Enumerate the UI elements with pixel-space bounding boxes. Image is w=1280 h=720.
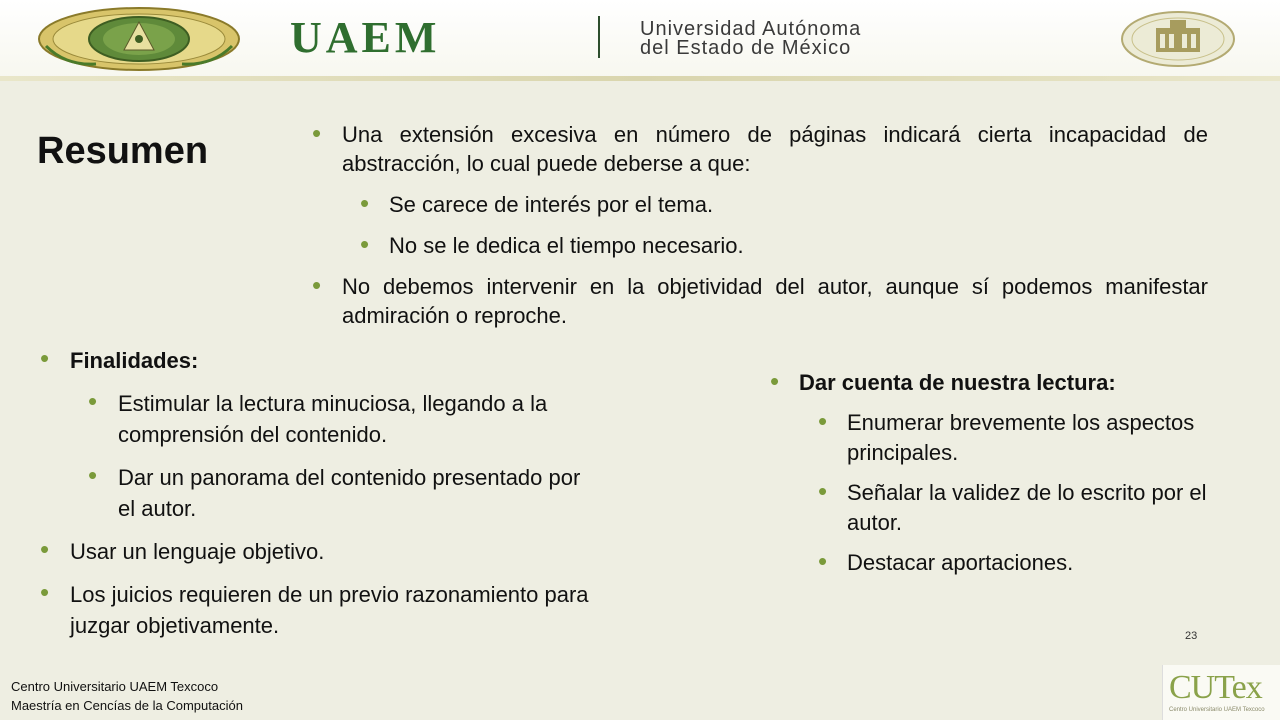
left-bullet-list bbox=[40, 345, 600, 641]
list-item bbox=[770, 368, 1230, 398]
bullet-text: No se le dedica el tiempo necesario. bbox=[389, 233, 744, 258]
bullet-icon: • bbox=[40, 343, 50, 373]
list-item bbox=[40, 579, 600, 641]
university-line-1: Universidad Autónoma bbox=[640, 18, 862, 40]
footer-line-2: Maestría en Cencías de la Computación bbox=[11, 698, 243, 713]
bullet-icon: • bbox=[40, 577, 50, 607]
right-bullet-list bbox=[770, 368, 1230, 578]
cutex-logo bbox=[1162, 665, 1280, 720]
list-item bbox=[770, 548, 1230, 578]
list-item bbox=[770, 478, 1230, 538]
footer-line-1: Centro Universitario UAEM Texcoco bbox=[11, 679, 219, 694]
list-item bbox=[40, 462, 600, 524]
header-banner bbox=[0, 0, 1280, 78]
university-line-2: del Estado de México bbox=[640, 37, 852, 59]
bullet-icon: • bbox=[818, 476, 828, 506]
bullet-icon: • bbox=[88, 386, 98, 416]
bullet-icon: • bbox=[770, 366, 780, 396]
bullet-text: Dar un panorama del contenido presentado por el autor. bbox=[118, 465, 581, 521]
header-rule bbox=[0, 76, 1280, 81]
bullet-text: Usar un lenguaje objetivo. bbox=[70, 539, 325, 564]
list-item bbox=[770, 408, 1230, 468]
bullet-text: Señalar la validez de lo escrito por el autor. bbox=[847, 480, 1207, 535]
dar-cuenta-label: Dar cuenta de nuestra lectura: bbox=[799, 370, 1116, 395]
bullet-icon: • bbox=[360, 188, 370, 218]
uaem-seal-icon bbox=[36, 6, 242, 72]
bullet-text: Enumerar brevemente los aspectos principales. bbox=[847, 410, 1195, 465]
bullet-icon: • bbox=[360, 229, 370, 259]
bullet-icon: • bbox=[40, 534, 50, 564]
cutex-logo-text: CUTex bbox=[1169, 669, 1262, 706]
university-name bbox=[640, 20, 861, 58]
list-item bbox=[312, 231, 1208, 260]
list-item bbox=[312, 272, 1208, 330]
list-item bbox=[40, 345, 600, 376]
bullet-text: Una extensión excesiva en número de páginas indicará cierta incapacidad de abstracción, lo cual puede deberse a que: bbox=[342, 122, 1208, 176]
page-number: 23 bbox=[1185, 630, 1198, 642]
bullet-icon: • bbox=[818, 546, 828, 576]
footer-text bbox=[11, 677, 243, 715]
cutex-logo-subtext: Centro Universitario UAEM Texcoco bbox=[1169, 707, 1265, 713]
bullet-text: Destacar aportaciones. bbox=[847, 550, 1074, 575]
building-seal-icon bbox=[1120, 10, 1236, 68]
list-item bbox=[40, 388, 600, 450]
bullet-text: Se carece de interés por el tema. bbox=[389, 192, 714, 217]
list-item bbox=[312, 120, 1208, 178]
bullet-text: No debemos intervenir en la objetividad del autor, aunque sí podemos manifestar admiración o reproche. bbox=[342, 274, 1208, 328]
bullet-text: Estimular la lectura minuciosa, llegando a la comprensión del contenido. bbox=[118, 391, 548, 447]
bullet-icon: • bbox=[312, 118, 322, 148]
finalidades-label: Finalidades: bbox=[70, 348, 199, 373]
header-divider bbox=[598, 16, 600, 58]
bullet-icon: • bbox=[88, 460, 98, 490]
bullet-text: Los juicios requieren de un previo razonamiento para juzgar objetivamente. bbox=[70, 582, 589, 638]
list-item bbox=[40, 536, 600, 567]
bullet-icon: • bbox=[818, 406, 828, 436]
bullet-icon: • bbox=[312, 270, 322, 300]
list-item bbox=[312, 190, 1208, 219]
slide-title: Resumen bbox=[37, 130, 209, 172]
top-bullet-list bbox=[312, 120, 1208, 330]
uaem-wordmark: UAEM bbox=[290, 13, 441, 62]
